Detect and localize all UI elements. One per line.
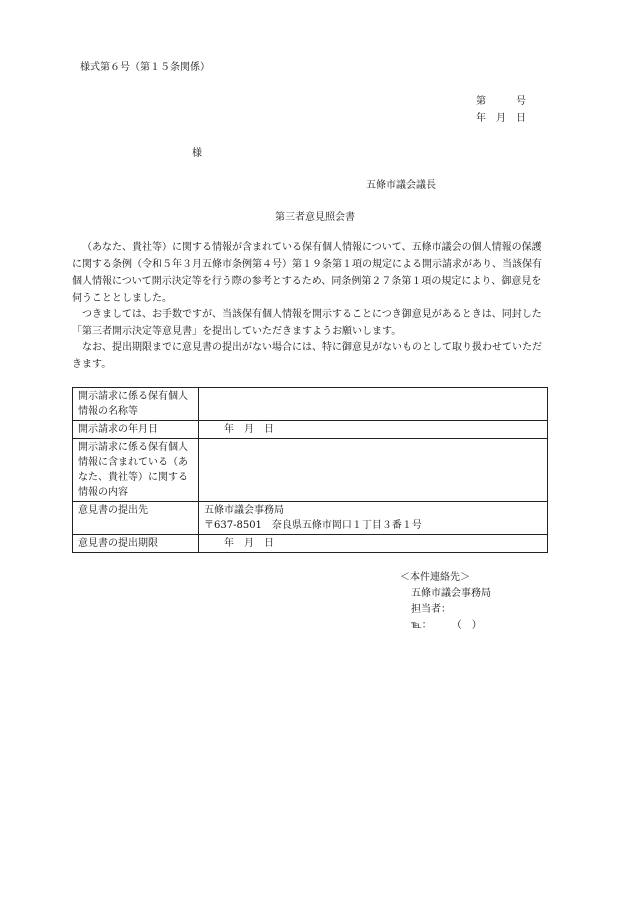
info-table: [72, 387, 548, 553]
table-value: [199, 388, 548, 421]
form-number: 様式第６号（第１５条関係）: [80, 62, 210, 73]
table-value: [199, 439, 548, 502]
body-paragraph: つきましては、お手数ですが、当該保有個人情報を開示することにつき御意見があるときは、同封した「第三者開示決定等意見書」を提出していただきますようお願いします。: [72, 309, 542, 337]
table-label: 意見書の提出先: [73, 502, 199, 535]
table-row: [73, 388, 548, 421]
table-value: 年 月 日: [199, 535, 548, 553]
table-value: 年 月 日: [199, 421, 548, 439]
document-number: 第 号: [476, 96, 526, 107]
table-row: [73, 535, 548, 553]
table-label: 開示請求に係る保有個人情報の名称等: [73, 388, 199, 421]
document-title: 第三者意見照会書: [275, 212, 355, 223]
contact-telephone: ℡： （ ）: [411, 620, 482, 631]
table-label: 意見書の提出期限: [73, 535, 199, 553]
contact-person: 担当者：: [411, 604, 451, 615]
body-paragraph: なお、提出期限までに意見書の提出がない場合には、特に御意見がないものとして取り扱わせていただきます。: [72, 342, 542, 370]
table-label: 開示請求に係る保有個人情報に含まれている（あなた、貴社等）に関する情報の内容: [73, 439, 199, 502]
table-row: [73, 502, 548, 535]
submission-office: 五條市議会事務局: [204, 505, 284, 516]
addressee: 様: [192, 148, 202, 159]
body-paragraph: （あなた、貴社等）に関する情報が含まれている保有個人情報について、五條市議会の個人情報の保護に関する条例（令和５年３月五條市条例第４号）第１９条第１項の規定による開示請求があり、当該保有個人情報について開示決定等を行う際の参考とするため、同条例第２７条第１項の規定により、御意見を伺うこととしました。: [72, 242, 542, 304]
contact-organization: 五條市議会事務局: [411, 588, 491, 599]
table-label: 開示請求の年月日: [73, 421, 199, 439]
sender: 五條市議会議長: [366, 180, 436, 191]
table-row: [73, 439, 548, 502]
table-value: [199, 502, 548, 535]
submission-address: 〒637-8501 奈良県五條市岡口１丁目３番１号: [204, 520, 422, 531]
table-row: [73, 421, 548, 439]
document-date: 年 月 日: [476, 113, 526, 124]
contact-title: ＜本件連絡先＞: [400, 572, 470, 583]
